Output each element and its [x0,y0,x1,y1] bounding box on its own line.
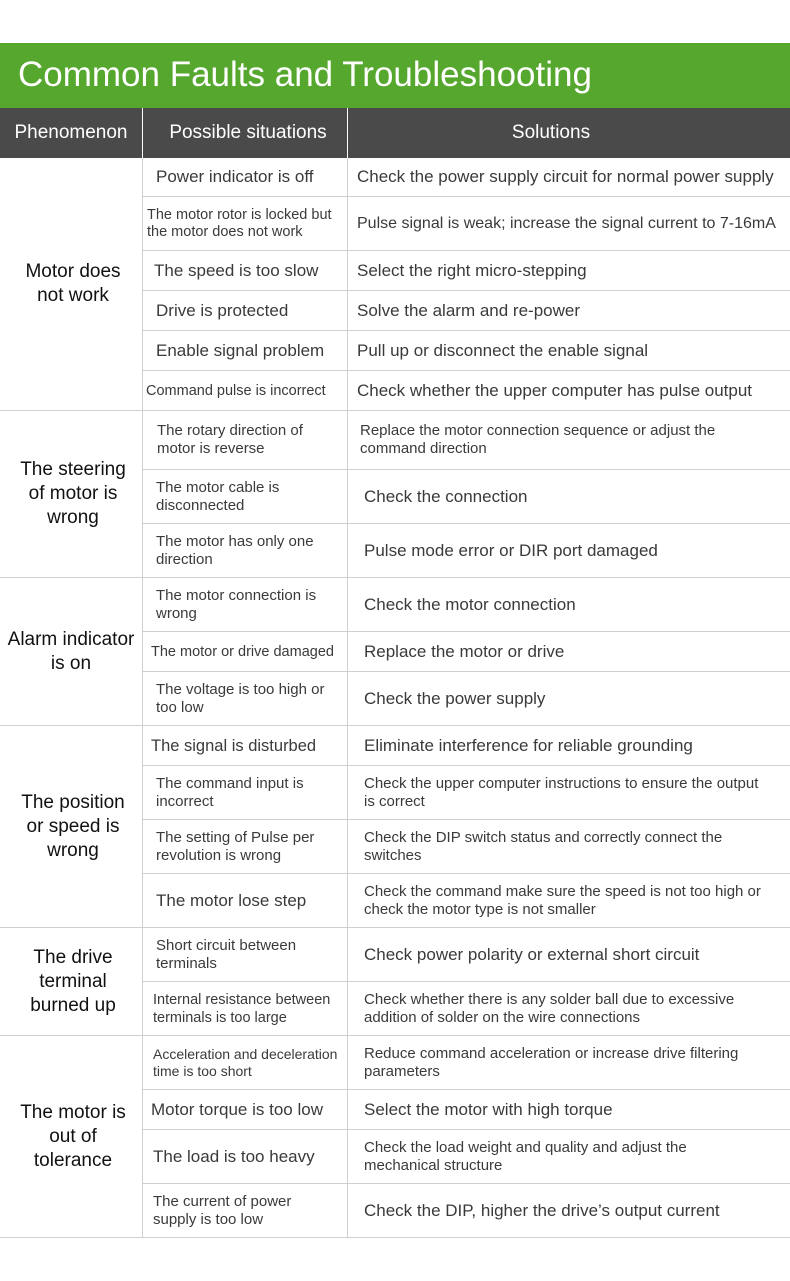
solution-cell: Pulse signal is weak; increase the signal current to 7-16mA [357,214,776,232]
phenomenon-cell: Alarm indicator is on [7,628,135,674]
group-divider [0,1237,790,1238]
solution-cell: Check whether there is any solder ball due to excessive addition of solder on the wire connections [364,990,735,1026]
situation-cell: Motor torque is too low [151,1099,323,1119]
situation-cell: The rotary direction of motor is reverse [157,422,303,457]
situation-cell: Power indicator is off [156,167,314,186]
situation-cell: Internal resistance between terminals is too large [153,991,331,1026]
situation-cell: The current of power supply is too low [153,1192,292,1228]
phenomenon-cell: Motor does not work [25,261,121,306]
header-phenomenon: Phenomenon [14,122,128,143]
page-title: Common Faults and Troubleshooting [18,55,592,94]
phenomenon-cell: The drive terminal burned up [30,946,116,1016]
solution-cell: Solve the alarm and re-power [357,300,581,320]
phenomenon-cell: The motor is out of tolerance [20,1101,126,1171]
solution-cell: Check whether the upper computer has pulse output [357,380,753,400]
table-header [0,108,790,158]
solution-cell: Check the load weight and quality and adjust the mechanical structure [364,1138,687,1174]
solution-cell: Pulse mode error or DIR port damaged [364,540,658,560]
solution-cell: Check the command make sure the speed is not too high or check the motor type is not smaller [364,882,761,918]
header-situations: Possible situations [169,122,327,143]
solution-cell: Replace the motor connection sequence or adjust the command direction [360,422,716,457]
situation-cell: The motor cable is disconnected [156,478,280,514]
situation-cell: The motor has only one direction [156,532,314,568]
solution-cell: Select the right micro-stepping [357,260,587,280]
situation-cell: The load is too heavy [153,1146,315,1166]
situation-cell: Short circuit between terminals [156,936,297,972]
situation-cell: The speed is too slow [154,260,319,280]
solution-cell: Reduce command acceleration or increase drive filtering parameters [364,1044,739,1080]
solution-cell: Eliminate interference for reliable grounding [364,735,693,755]
solution-cell: Check the DIP switch status and correctly connect the switches [364,828,723,864]
phenomenon-cell: The position or speed is wrong [21,791,125,861]
solution-cell: Check the power supply [364,688,546,708]
situation-cell: Acceleration and deceleration time is too short [153,1045,338,1079]
header-solutions: Solutions [511,122,591,143]
solution-cell: Replace the motor or drive [364,641,565,661]
situation-cell: The voltage is too high or too low [156,680,325,716]
situation-cell: Drive is protected [156,300,289,320]
solution-cell: Pull up or disconnect the enable signal [357,340,649,360]
situation-cell: The motor connection is wrong [156,586,317,622]
situation-cell: The motor lose step [156,890,307,910]
title-banner [0,43,790,108]
solution-cell: Check the connection [364,486,528,506]
solution-cell: Select the motor with high torque [364,1099,613,1119]
situation-cell: The signal is disturbed [151,736,317,755]
solution-cell: Check the power supply circuit for normal power supply [357,167,774,186]
solution-cell: Check the upper computer instructions to ensure the output is correct [364,774,759,810]
situation-cell: The setting of Pulse per revolution is wrong [156,828,315,864]
situation-cell: The command input is incorrect [156,774,304,810]
solution-cell: Check power polarity or external short circuit [364,944,700,964]
solution-cell: Check the DIP, higher the drive’s output current [364,1200,720,1220]
situation-cell: Enable signal problem [156,340,325,360]
situation-cell: The motor rotor is locked but the motor does not work [147,206,332,240]
situation-cell: Command pulse is incorrect [146,382,326,399]
situation-cell: The motor or drive damaged [151,643,334,660]
solution-cell: Check the motor connection [364,594,576,614]
phenomenon-cell: The steering of motor is wrong [20,459,126,528]
